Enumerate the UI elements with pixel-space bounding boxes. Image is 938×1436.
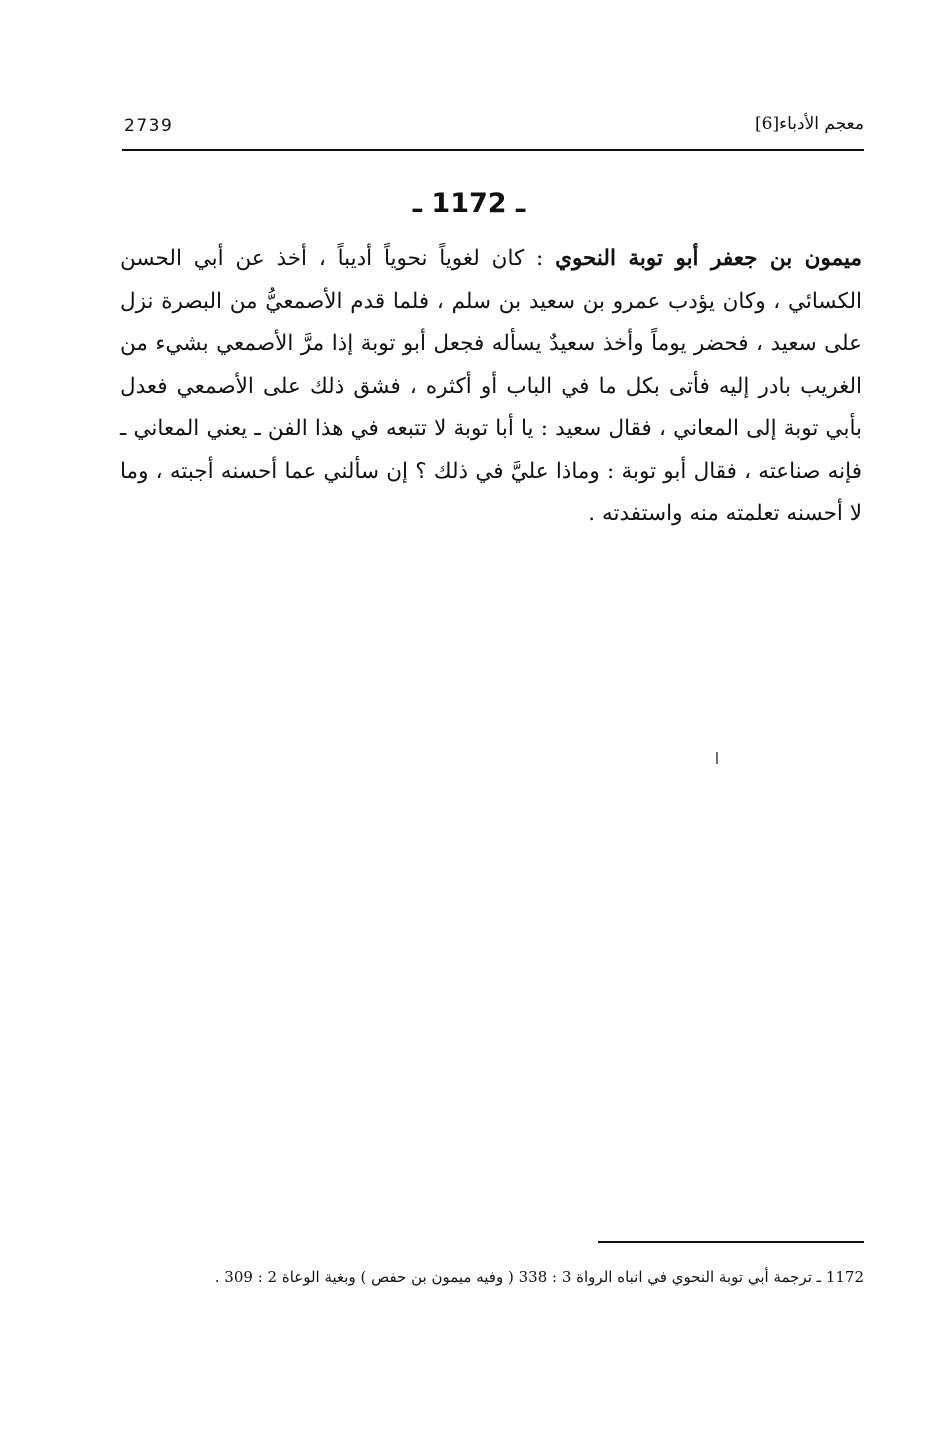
page-number: 2739 — [124, 116, 174, 136]
entry-number: ـ 1172 ـ — [412, 188, 526, 219]
entry-body — [120, 238, 862, 536]
footnote-rule — [598, 1241, 864, 1243]
page-header — [122, 112, 864, 142]
scan-mark — [716, 752, 718, 764]
entry-text: : كان لغوياً نحوياً أديباً ، أخذ عن أبي الحسن الكسائي ، وكان يؤدب عمرو بن سعيد بن سلم ، فلما قدم الأصمعيُّ من البصرة نزل على سعيد ، فحضر يوماً وأخذ سعيدٌ يسأله فجعل أبو توبة إذا مرَّ الأصمعي بشيء من الغريب بادر إليه فأتى بكل ما في الباب أو أكثره ، فشق ذلك على الأصمعي فعدل بأبي توبة إلى المعاني ، فقال سعيد : يا أبا توبة لا تتبعه في هذا الفن ـ يعني المعاني ـ فإنه صناعته ، فقال أبو توبة : وماذا عليَّ في ذلك ؟ إن سألني عما أحسنه أجبته ، وما لا أحسنه تعلمته منه واستفدته . — [120, 246, 862, 526]
header-rule — [122, 149, 864, 151]
entry-lead-name: ميمون بن جعفر أبو توبة النحوي — [555, 246, 863, 271]
running-title: معجم الأدباء[6] — [755, 114, 864, 134]
footnote: 1172 ـ ترجمة أبي توبة النحوي في انباه الرواة 3 : 338 ( وفيه ميمون بن حفص ) وبغية الوعاة 2 : 309 . — [214, 1268, 864, 1286]
